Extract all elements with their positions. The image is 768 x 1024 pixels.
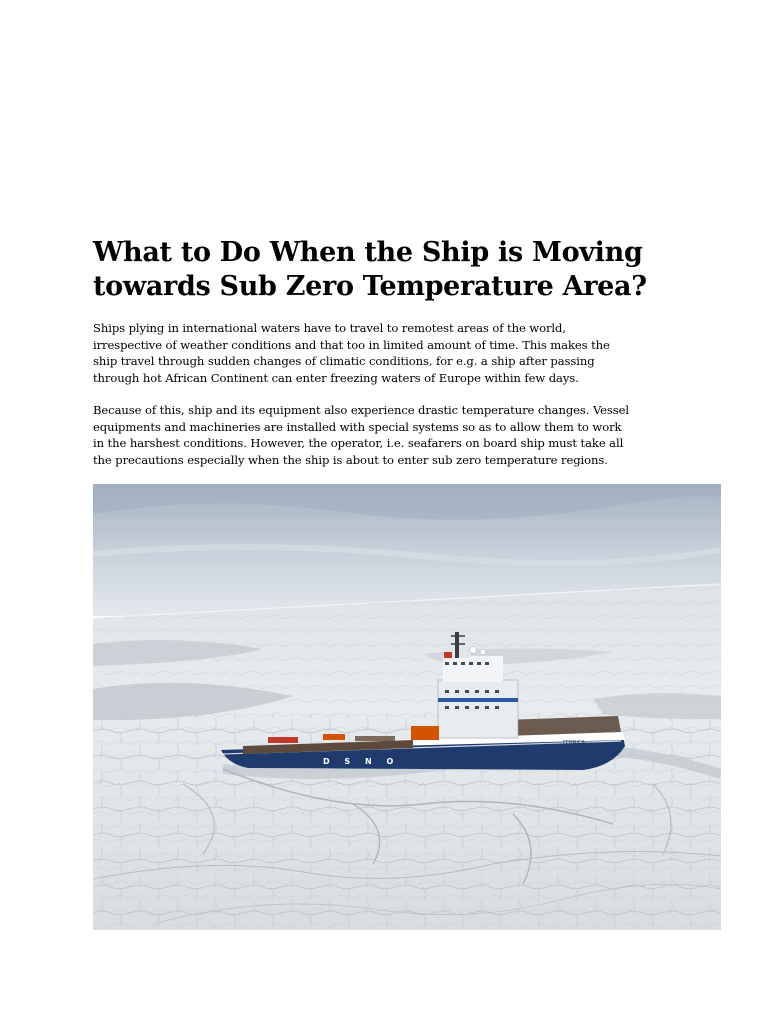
text-line: the precautions especially when the ship is about to enter sub zero temperature regions.: [93, 452, 608, 467]
icebreaker-photo: [93, 484, 721, 930]
text-line: irrespective of weather conditions and that too in limited amount of time. This makes the: [93, 337, 610, 352]
title-line-1: What to Do When the Ship is Moving: [93, 237, 643, 268]
title-line-2: towards Sub Zero Temperature Area?: [93, 271, 647, 302]
text-line: ship travel through sudden changes of climatic conditions, for e.g. a ship after passing: [93, 354, 595, 369]
hull-lettering: D S N O: [323, 757, 400, 766]
bow-name: FENNICA: [563, 740, 585, 746]
text-line: equipments and machineries are installed with special systems so as to allow them to work: [93, 419, 622, 434]
text-line: Ships plying in international waters have to travel to remotest areas of the world,: [93, 321, 566, 335]
article-title: [93, 236, 723, 304]
text-line: through hot African Continent can enter freezing waters of Europe within few days.: [93, 370, 579, 385]
text-line: Because of this, ship and its equipment also experience drastic temperature changes. Vessel: [93, 403, 629, 417]
body-paragraph: [93, 402, 673, 468]
text-line: in the harshest conditions. However, the operator, i.e. seafarers on board ship must take all: [93, 436, 624, 451]
intro-paragraph: [93, 320, 673, 386]
